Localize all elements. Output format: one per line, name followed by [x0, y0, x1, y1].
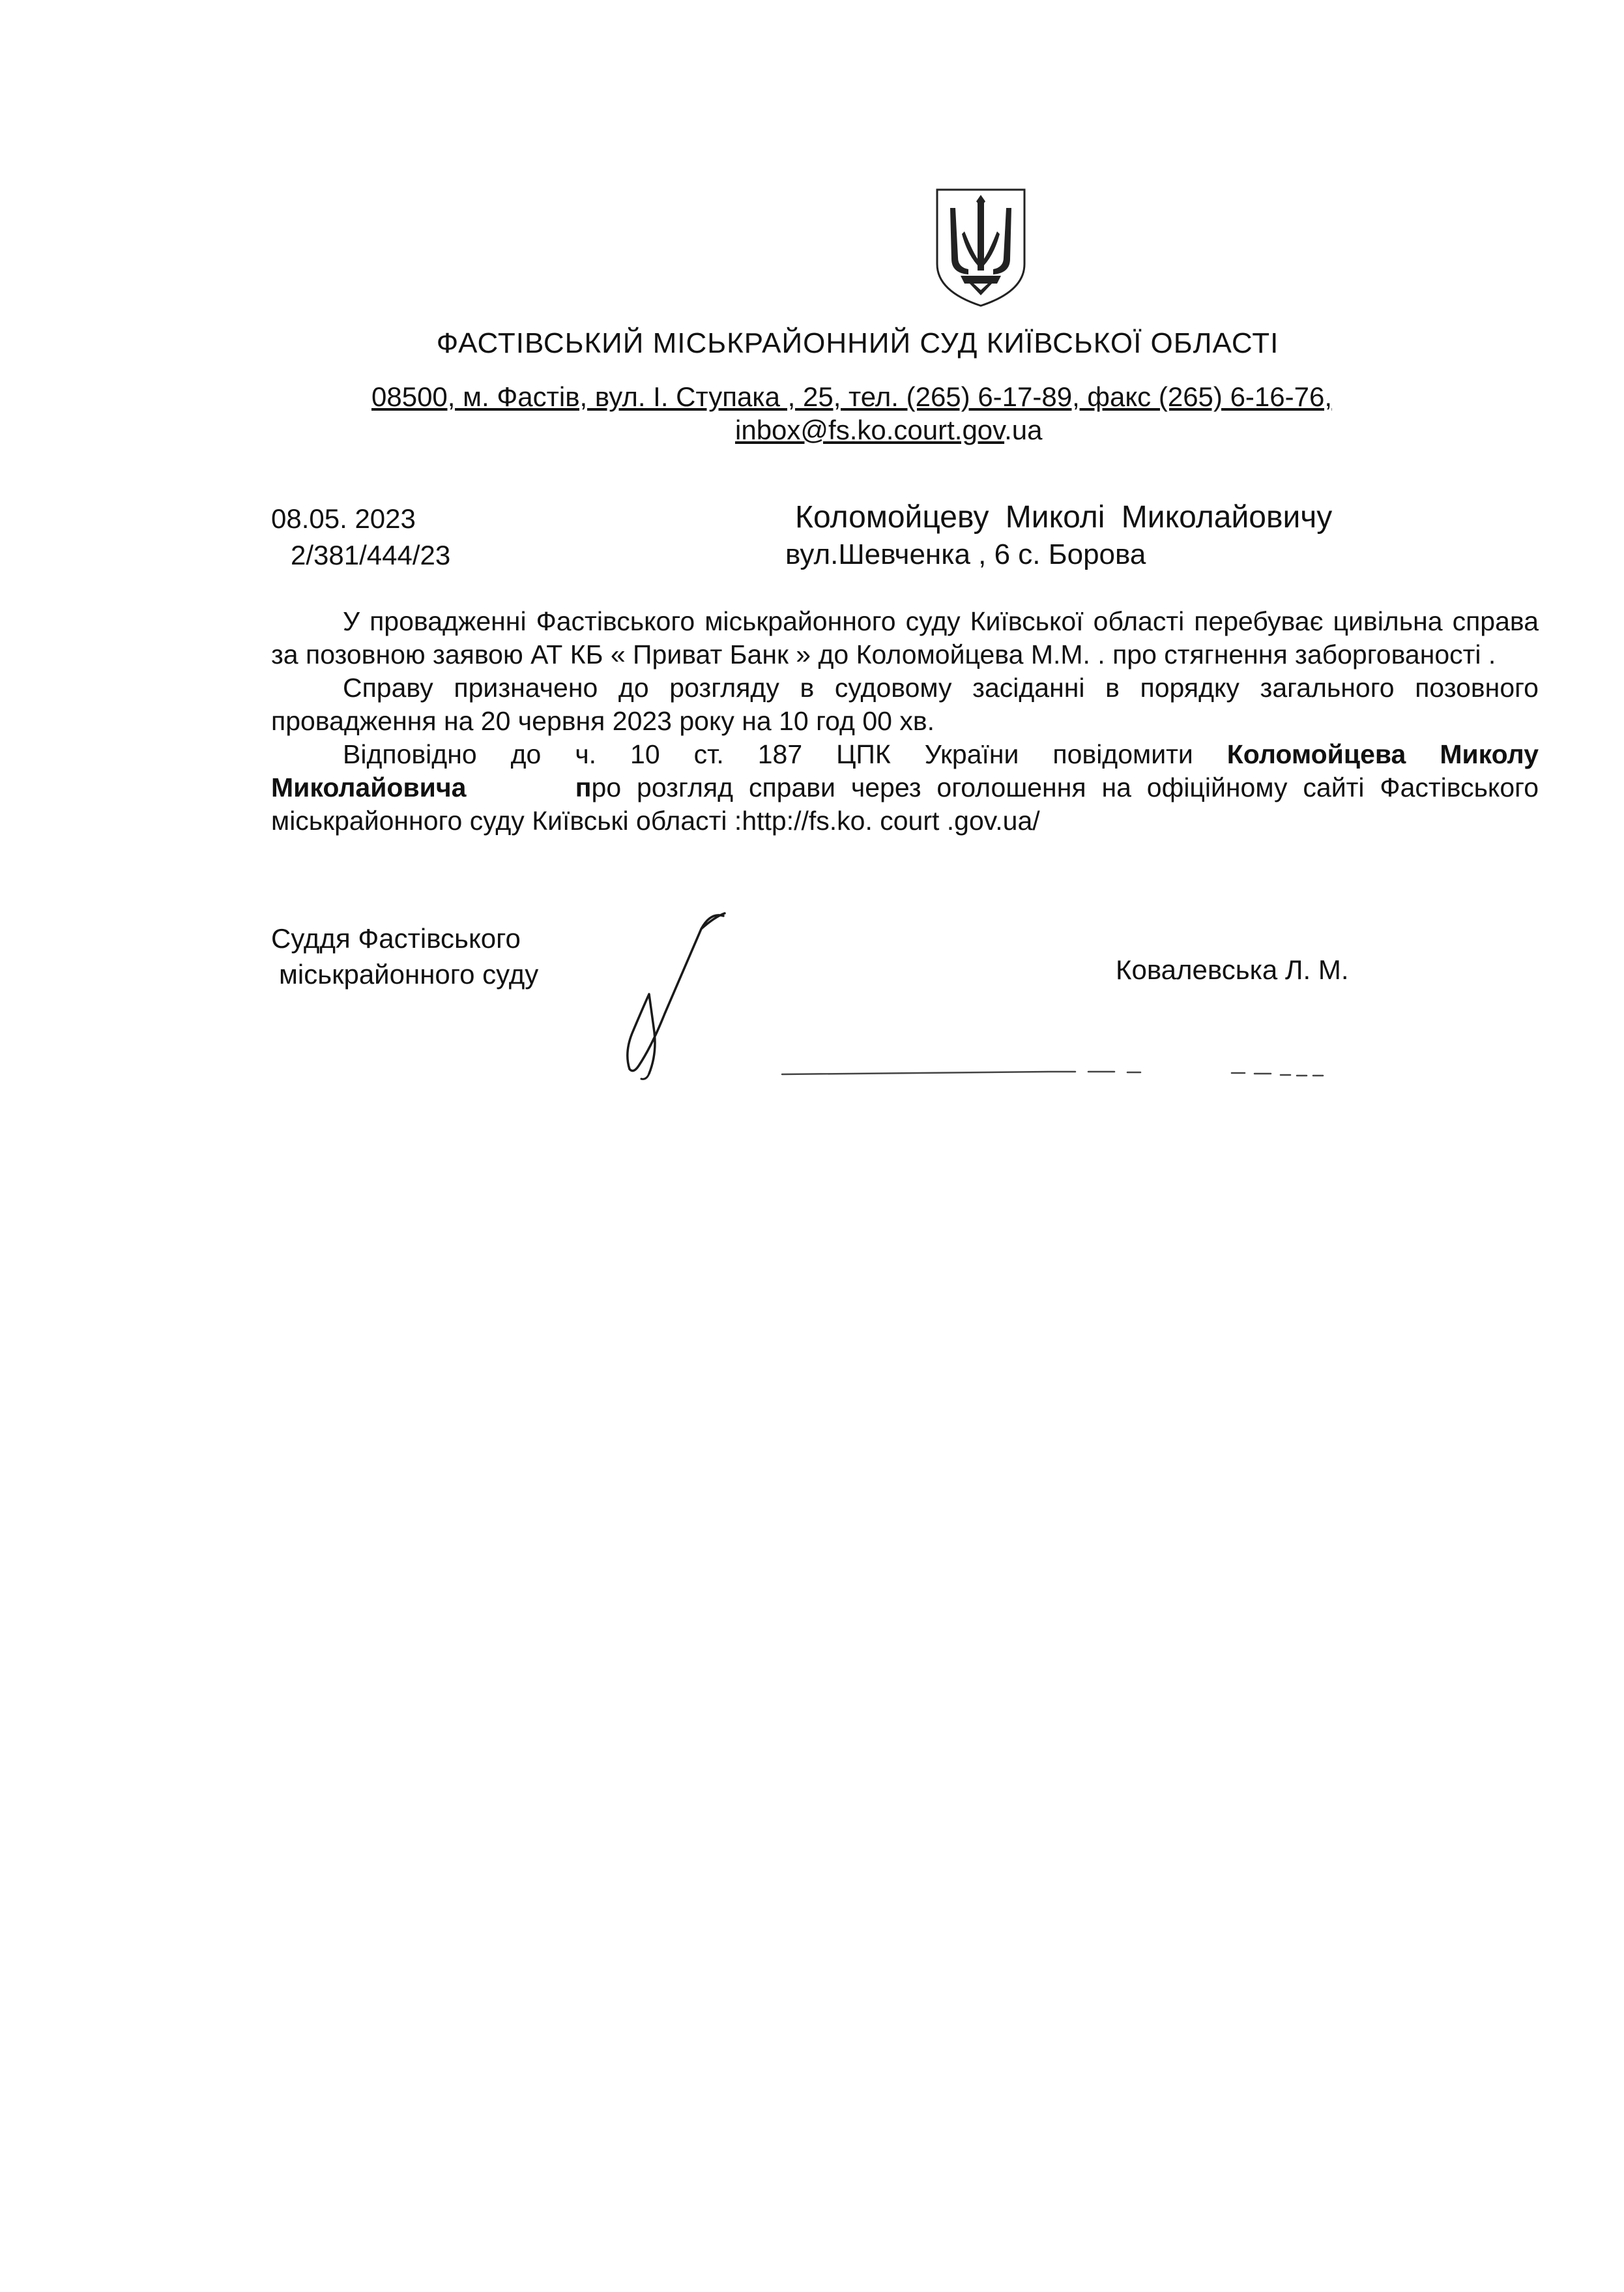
defendant-name-bold: Коломойцева Миколу Миколайовича [271, 739, 1539, 802]
recipient-name: Коломойцеву Миколі Миколайовичу [795, 500, 1333, 535]
judge-title-line2: міськрайонного суду [279, 959, 539, 990]
judge-name: Ковалевська Л. М. [1116, 954, 1349, 985]
email-suffix: .ua [1004, 415, 1043, 445]
notification-text-start: Відповідно до ч. 10 ст. 187 ЦПК України повідомити [343, 739, 1227, 769]
notification-text-end: ро розгляд справи через оголошення на офіційному сайті Фастівського міськрайонного суду Київські області :http://fs.ko. court .gov.ua/ [271, 772, 1539, 836]
handwritten-signature [587, 903, 749, 1085]
trident-emblem-icon [932, 186, 1030, 310]
notice-body [271, 605, 1539, 838]
paragraph-hearing-date: Справу призначено до розгляду в судовому засіданні в порядку загального позовного провадження на 20 червня 2023 року на 10 год 00 хв. [271, 673, 1539, 736]
judge-title-line1: Суддя Фастівського [271, 923, 521, 954]
court-email [735, 415, 1042, 446]
email-underlined-part: inbox@fs.ko.court.gov [735, 415, 1005, 445]
paragraph-notification [271, 738, 1539, 838]
bold-letter: п [575, 772, 592, 802]
document-date: 08.05. 2023 [271, 503, 416, 534]
signature-line [776, 1069, 1336, 1082]
case-number: 2/381/444/23 [291, 540, 451, 570]
court-name-heading: ФАСТІВСЬКИЙ МІСЬКРАЙОННИЙ СУД КИЇВСЬКОЇ ОБЛАСТІ [436, 327, 1279, 359]
recipient-address: вул.Шевченка , 6 с. Борова [785, 538, 1146, 570]
paragraph-proceedings: У провадженні Фастівського міськрайонного суду Київської області перебуває цивільна справа за позовною заявою АТ КБ « Приват Банк » до Коломойцева М.М. . про стягнення заборгованості . [271, 606, 1539, 669]
judge-title [271, 920, 538, 992]
court-address: 08500, м. Фастів, вул. І. Ступака , 25, тел. (265) 6-17-89, факс (265) 6-16-76, [371, 381, 1332, 412]
